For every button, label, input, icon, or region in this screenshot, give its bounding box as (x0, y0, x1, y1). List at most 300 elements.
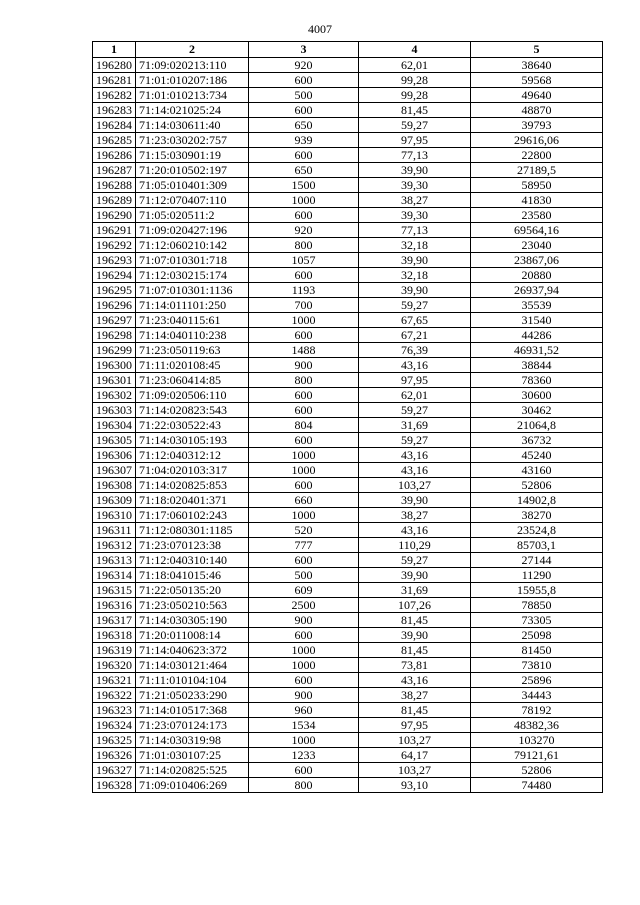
cadastral-number-cell: 71:23:070124:173 (136, 718, 249, 733)
amount-cell: 78360 (471, 373, 603, 388)
row-number-cell: 196299 (93, 343, 136, 358)
rate-cell: 99,28 (359, 88, 471, 103)
data-table (92, 41, 603, 793)
rate-cell: 39,30 (359, 208, 471, 223)
table-row (93, 343, 603, 358)
cadastral-number-cell: 71:21:050233:290 (136, 688, 249, 703)
area-cell: 800 (249, 238, 359, 253)
amount-cell: 25098 (471, 628, 603, 643)
rate-cell: 32,18 (359, 238, 471, 253)
row-number-cell: 196311 (93, 523, 136, 538)
rate-cell: 77,13 (359, 148, 471, 163)
rate-cell: 39,90 (359, 568, 471, 583)
amount-cell: 23524,8 (471, 523, 603, 538)
cadastral-number-cell: 71:12:070407:110 (136, 193, 249, 208)
rate-cell: 43,16 (359, 523, 471, 538)
row-number-cell: 196295 (93, 283, 136, 298)
amount-cell: 85703,1 (471, 538, 603, 553)
cadastral-number-cell: 71:05:020511:2 (136, 208, 249, 223)
row-number-cell: 196285 (93, 133, 136, 148)
amount-cell: 23040 (471, 238, 603, 253)
area-cell: 660 (249, 493, 359, 508)
table-row (93, 703, 603, 718)
amount-cell: 69564,16 (471, 223, 603, 238)
amount-cell: 11290 (471, 568, 603, 583)
cadastral-number-cell: 71:14:030305:190 (136, 613, 249, 628)
area-cell: 600 (249, 268, 359, 283)
cadastral-number-cell: 71:14:030105:193 (136, 433, 249, 448)
amount-cell: 38640 (471, 58, 603, 73)
area-cell: 1000 (249, 448, 359, 463)
area-cell: 650 (249, 163, 359, 178)
rate-cell: 110,29 (359, 538, 471, 553)
rate-cell: 43,16 (359, 463, 471, 478)
table-row (93, 193, 603, 208)
amount-cell: 49640 (471, 88, 603, 103)
amount-cell: 27189,5 (471, 163, 603, 178)
table-row (93, 508, 603, 523)
row-number-cell: 196302 (93, 388, 136, 403)
cadastral-number-cell: 71:11:020108:45 (136, 358, 249, 373)
rate-cell: 107,26 (359, 598, 471, 613)
area-cell: 500 (249, 568, 359, 583)
amount-cell: 25896 (471, 673, 603, 688)
amount-cell: 48382,36 (471, 718, 603, 733)
rate-cell: 67,65 (359, 313, 471, 328)
row-number-cell: 196310 (93, 508, 136, 523)
cadastral-number-cell: 71:23:050210:563 (136, 598, 249, 613)
rate-cell: 43,16 (359, 448, 471, 463)
table-row (93, 433, 603, 448)
amount-cell: 29616,06 (471, 133, 603, 148)
rate-cell: 62,01 (359, 388, 471, 403)
rate-cell: 93,10 (359, 778, 471, 793)
area-cell: 600 (249, 328, 359, 343)
table-row (93, 763, 603, 778)
header-row (93, 42, 603, 58)
amount-cell: 74480 (471, 778, 603, 793)
rate-cell: 59,27 (359, 118, 471, 133)
column-header-3: 3 (249, 42, 359, 58)
table-row (93, 253, 603, 268)
amount-cell: 46931,52 (471, 343, 603, 358)
rate-cell: 81,45 (359, 703, 471, 718)
row-number-cell: 196300 (93, 358, 136, 373)
rate-cell: 39,90 (359, 283, 471, 298)
table-row (93, 688, 603, 703)
table-row (93, 553, 603, 568)
cadastral-number-cell: 71:15:030901:19 (136, 148, 249, 163)
amount-cell: 58950 (471, 178, 603, 193)
area-cell: 600 (249, 553, 359, 568)
row-number-cell: 196321 (93, 673, 136, 688)
area-cell: 1193 (249, 283, 359, 298)
rate-cell: 62,01 (359, 58, 471, 73)
table-row (93, 613, 603, 628)
cadastral-number-cell: 71:01:010213:734 (136, 88, 249, 103)
area-cell: 600 (249, 73, 359, 88)
rate-cell: 39,30 (359, 178, 471, 193)
cadastral-number-cell: 71:12:080301:1185 (136, 523, 249, 538)
cadastral-number-cell: 71:14:020825:853 (136, 478, 249, 493)
cadastral-number-cell: 71:23:060414:85 (136, 373, 249, 388)
row-number-cell: 196327 (93, 763, 136, 778)
amount-cell: 34443 (471, 688, 603, 703)
table-row (93, 133, 603, 148)
cadastral-number-cell: 71:14:040110:238 (136, 328, 249, 343)
row-number-cell: 196283 (93, 103, 136, 118)
row-number-cell: 196286 (93, 148, 136, 163)
table-row (93, 178, 603, 193)
area-cell: 600 (249, 403, 359, 418)
table-row (93, 418, 603, 433)
area-cell: 1000 (249, 463, 359, 478)
rate-cell: 59,27 (359, 403, 471, 418)
cadastral-number-cell: 71:20:011008:14 (136, 628, 249, 643)
amount-cell: 48870 (471, 103, 603, 118)
rate-cell: 81,45 (359, 103, 471, 118)
area-cell: 777 (249, 538, 359, 553)
row-number-cell: 196305 (93, 433, 136, 448)
row-number-cell: 196328 (93, 778, 136, 793)
rate-cell: 39,90 (359, 163, 471, 178)
cadastral-number-cell: 71:22:030522:43 (136, 418, 249, 433)
rate-cell: 38,27 (359, 508, 471, 523)
area-cell: 1500 (249, 178, 359, 193)
table-row (93, 298, 603, 313)
table-row (93, 583, 603, 598)
page-number: 4007 (308, 22, 332, 36)
amount-cell: 39793 (471, 118, 603, 133)
amount-cell: 15955,8 (471, 583, 603, 598)
table-row (93, 268, 603, 283)
cadastral-number-cell: 71:14:030121:464 (136, 658, 249, 673)
row-number-cell: 196316 (93, 598, 136, 613)
table-row (93, 478, 603, 493)
area-cell: 1000 (249, 313, 359, 328)
amount-cell: 23867,06 (471, 253, 603, 268)
amount-cell: 22800 (471, 148, 603, 163)
area-cell: 1000 (249, 658, 359, 673)
cadastral-number-cell: 71:12:060210:142 (136, 238, 249, 253)
rate-cell: 64,17 (359, 748, 471, 763)
area-cell: 600 (249, 103, 359, 118)
row-number-cell: 196307 (93, 463, 136, 478)
table-row (93, 628, 603, 643)
table-row (93, 328, 603, 343)
cadastral-number-cell: 71:17:060102:243 (136, 508, 249, 523)
cadastral-number-cell: 71:14:040623:372 (136, 643, 249, 658)
row-number-cell: 196281 (93, 73, 136, 88)
rate-cell: 39,90 (359, 628, 471, 643)
column-header-5: 5 (471, 42, 603, 58)
cadastral-number-cell: 71:12:030215:174 (136, 268, 249, 283)
row-number-cell: 196318 (93, 628, 136, 643)
row-number-cell: 196291 (93, 223, 136, 238)
area-cell: 1000 (249, 733, 359, 748)
area-cell: 500 (249, 88, 359, 103)
row-number-cell: 196312 (93, 538, 136, 553)
area-cell: 1534 (249, 718, 359, 733)
rate-cell: 31,69 (359, 418, 471, 433)
cadastral-number-cell: 71:12:040312:12 (136, 448, 249, 463)
area-cell: 1057 (249, 253, 359, 268)
area-cell: 900 (249, 358, 359, 373)
row-number-cell: 196325 (93, 733, 136, 748)
cadastral-number-cell: 71:09:020506:110 (136, 388, 249, 403)
amount-cell: 14902,8 (471, 493, 603, 508)
amount-cell: 26937,94 (471, 283, 603, 298)
row-number-cell: 196287 (93, 163, 136, 178)
area-cell: 600 (249, 763, 359, 778)
table-row (93, 148, 603, 163)
rate-cell: 99,28 (359, 73, 471, 88)
table-row (93, 88, 603, 103)
area-cell: 600 (249, 628, 359, 643)
amount-cell: 45240 (471, 448, 603, 463)
row-number-cell: 196280 (93, 58, 136, 73)
cadastral-number-cell: 71:05:010401:309 (136, 178, 249, 193)
row-number-cell: 196308 (93, 478, 136, 493)
table-row (93, 643, 603, 658)
amount-cell: 23580 (471, 208, 603, 223)
area-cell: 920 (249, 58, 359, 73)
area-cell: 1488 (249, 343, 359, 358)
cadastral-number-cell: 71:18:020401:371 (136, 493, 249, 508)
table-row (93, 598, 603, 613)
row-number-cell: 196290 (93, 208, 136, 223)
table-row (93, 673, 603, 688)
area-cell: 800 (249, 373, 359, 388)
row-number-cell: 196298 (93, 328, 136, 343)
cadastral-number-cell: 71:14:020823:543 (136, 403, 249, 418)
area-cell: 804 (249, 418, 359, 433)
column-header-1: 1 (93, 42, 136, 58)
table-row (93, 358, 603, 373)
row-number-cell: 196284 (93, 118, 136, 133)
cadastral-number-cell: 71:14:021025:24 (136, 103, 249, 118)
rate-cell: 59,27 (359, 433, 471, 448)
amount-cell: 41830 (471, 193, 603, 208)
row-number-cell: 196293 (93, 253, 136, 268)
rate-cell: 32,18 (359, 268, 471, 283)
cadastral-number-cell: 71:23:050119:63 (136, 343, 249, 358)
row-number-cell: 196319 (93, 643, 136, 658)
amount-cell: 38844 (471, 358, 603, 373)
cadastral-number-cell: 71:23:070123:38 (136, 538, 249, 553)
amount-cell: 43160 (471, 463, 603, 478)
rate-cell: 81,45 (359, 643, 471, 658)
rate-cell: 97,95 (359, 718, 471, 733)
rate-cell: 43,16 (359, 673, 471, 688)
column-header-2: 2 (136, 42, 249, 58)
table-row (93, 373, 603, 388)
table-row (93, 523, 603, 538)
cadastral-number-cell: 71:22:050135:20 (136, 583, 249, 598)
area-cell: 600 (249, 673, 359, 688)
row-number-cell: 196288 (93, 178, 136, 193)
rate-cell: 39,90 (359, 253, 471, 268)
cadastral-number-cell: 71:20:010502:197 (136, 163, 249, 178)
table-row (93, 718, 603, 733)
row-number-cell: 196292 (93, 238, 136, 253)
area-cell: 600 (249, 208, 359, 223)
rate-cell: 73,81 (359, 658, 471, 673)
area-cell: 600 (249, 148, 359, 163)
amount-cell: 20880 (471, 268, 603, 283)
row-number-cell: 196304 (93, 418, 136, 433)
area-cell: 1000 (249, 643, 359, 658)
amount-cell: 36732 (471, 433, 603, 448)
rate-cell: 81,45 (359, 613, 471, 628)
table-row (93, 283, 603, 298)
row-number-cell: 196309 (93, 493, 136, 508)
row-number-cell: 196297 (93, 313, 136, 328)
row-number-cell: 196326 (93, 748, 136, 763)
cadastral-number-cell: 71:11:010104:104 (136, 673, 249, 688)
row-number-cell: 196282 (93, 88, 136, 103)
area-cell: 1000 (249, 193, 359, 208)
table-row (93, 463, 603, 478)
area-cell: 600 (249, 478, 359, 493)
amount-cell: 78192 (471, 703, 603, 718)
rate-cell: 97,95 (359, 133, 471, 148)
area-cell: 900 (249, 688, 359, 703)
row-number-cell: 196320 (93, 658, 136, 673)
table-row (93, 388, 603, 403)
area-cell: 600 (249, 433, 359, 448)
row-number-cell: 196296 (93, 298, 136, 313)
amount-cell: 44286 (471, 328, 603, 343)
area-cell: 1000 (249, 508, 359, 523)
rate-cell: 38,27 (359, 688, 471, 703)
rate-cell: 103,27 (359, 733, 471, 748)
amount-cell: 73810 (471, 658, 603, 673)
cadastral-number-cell: 71:09:020213:110 (136, 58, 249, 73)
cadastral-number-cell: 71:07:010301:1136 (136, 283, 249, 298)
table-row (93, 748, 603, 763)
table-row (93, 118, 603, 133)
table-row (93, 313, 603, 328)
cadastral-number-cell: 71:14:011101:250 (136, 298, 249, 313)
row-number-cell: 196313 (93, 553, 136, 568)
cadastral-number-cell: 71:12:040310:140 (136, 553, 249, 568)
row-number-cell: 196323 (93, 703, 136, 718)
row-number-cell: 196314 (93, 568, 136, 583)
cadastral-number-cell: 71:18:041015:46 (136, 568, 249, 583)
row-number-cell: 196289 (93, 193, 136, 208)
rate-cell: 67,21 (359, 328, 471, 343)
area-cell: 800 (249, 778, 359, 793)
table-row (93, 103, 603, 118)
row-number-cell: 196301 (93, 373, 136, 388)
amount-cell: 59568 (471, 73, 603, 88)
rate-cell: 38,27 (359, 193, 471, 208)
cadastral-number-cell: 71:14:020825:525 (136, 763, 249, 778)
cadastral-number-cell: 71:23:040115:61 (136, 313, 249, 328)
rate-cell: 77,13 (359, 223, 471, 238)
table-body (93, 58, 603, 793)
area-cell: 960 (249, 703, 359, 718)
table-row (93, 163, 603, 178)
amount-cell: 30600 (471, 388, 603, 403)
table-row (93, 658, 603, 673)
area-cell: 600 (249, 388, 359, 403)
cadastral-number-cell: 71:23:030202:757 (136, 133, 249, 148)
rate-cell: 59,27 (359, 553, 471, 568)
table-row (93, 733, 603, 748)
area-cell: 1233 (249, 748, 359, 763)
row-number-cell: 196322 (93, 688, 136, 703)
amount-cell: 21064,8 (471, 418, 603, 433)
area-cell: 609 (249, 583, 359, 598)
area-cell: 920 (249, 223, 359, 238)
amount-cell: 31540 (471, 313, 603, 328)
table-row (93, 58, 603, 73)
amount-cell: 78850 (471, 598, 603, 613)
area-cell: 700 (249, 298, 359, 313)
cadastral-number-cell: 71:09:020427:196 (136, 223, 249, 238)
table-row (93, 223, 603, 238)
area-cell: 520 (249, 523, 359, 538)
area-cell: 939 (249, 133, 359, 148)
rate-cell: 103,27 (359, 763, 471, 778)
cadastral-number-cell: 71:04:020103:317 (136, 463, 249, 478)
amount-cell: 103270 (471, 733, 603, 748)
amount-cell: 35539 (471, 298, 603, 313)
area-cell: 900 (249, 613, 359, 628)
amount-cell: 27144 (471, 553, 603, 568)
row-number-cell: 196324 (93, 718, 136, 733)
rate-cell: 59,27 (359, 298, 471, 313)
table-row (93, 778, 603, 793)
area-cell: 650 (249, 118, 359, 133)
row-number-cell: 196294 (93, 268, 136, 283)
amount-cell: 30462 (471, 403, 603, 418)
amount-cell: 81450 (471, 643, 603, 658)
table-row (93, 73, 603, 88)
row-number-cell: 196315 (93, 583, 136, 598)
table-row (93, 403, 603, 418)
rate-cell: 31,69 (359, 583, 471, 598)
table-row (93, 493, 603, 508)
rate-cell: 97,95 (359, 373, 471, 388)
rate-cell: 43,16 (359, 358, 471, 373)
row-number-cell: 196303 (93, 403, 136, 418)
table-row (93, 568, 603, 583)
amount-cell: 73305 (471, 613, 603, 628)
cadastral-number-cell: 71:07:010301:718 (136, 253, 249, 268)
row-number-cell: 196306 (93, 448, 136, 463)
amount-cell: 52806 (471, 763, 603, 778)
table-row (93, 238, 603, 253)
table-row (93, 208, 603, 223)
amount-cell: 79121,61 (471, 748, 603, 763)
table-row (93, 538, 603, 553)
table-row (93, 448, 603, 463)
amount-cell: 52806 (471, 478, 603, 493)
area-cell: 2500 (249, 598, 359, 613)
cadastral-number-cell: 71:01:030107:25 (136, 748, 249, 763)
rate-cell: 39,90 (359, 493, 471, 508)
cadastral-number-cell: 71:14:030319:98 (136, 733, 249, 748)
cadastral-number-cell: 71:14:030611:40 (136, 118, 249, 133)
rate-cell: 103,27 (359, 478, 471, 493)
cadastral-number-cell: 71:09:010406:269 (136, 778, 249, 793)
cadastral-number-cell: 71:14:010517:368 (136, 703, 249, 718)
rate-cell: 76,39 (359, 343, 471, 358)
amount-cell: 38270 (471, 508, 603, 523)
